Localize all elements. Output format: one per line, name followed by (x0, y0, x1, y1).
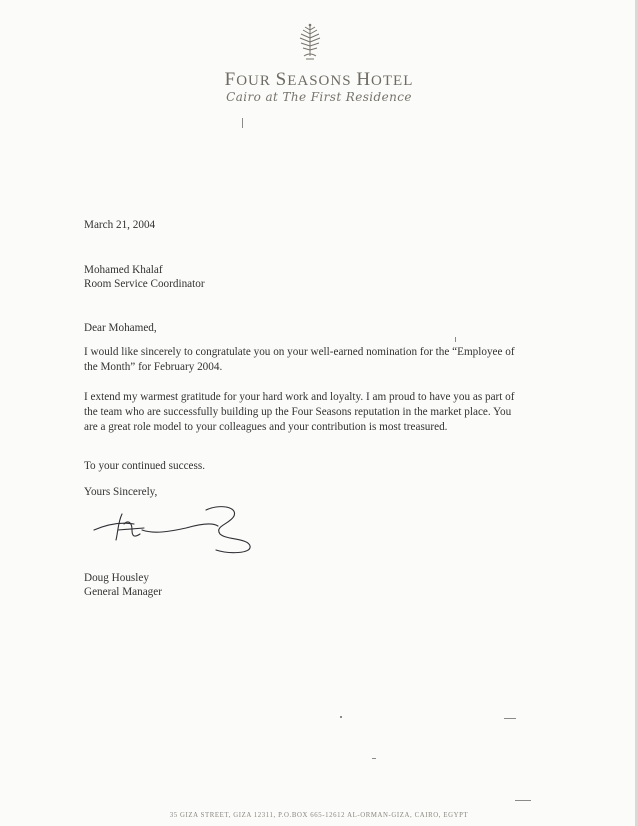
hotel-subtitle: Cairo at The First Residence (226, 90, 412, 104)
scan-speck (372, 758, 376, 759)
four-seasons-tree-logo-icon (296, 22, 324, 62)
scan-speck (504, 718, 516, 719)
recipient-name: Mohamed Khalaf (84, 264, 163, 276)
scan-speck (242, 118, 243, 128)
salutation: Dear Mohamed, (84, 322, 157, 334)
footer-address: 35 GIZA STREET, GIZA 12311, P.O.BOX 665-12612 AL-ORMAN-GIZA, CAIRO, EGYPT (169, 812, 469, 819)
closing: Yours Sincerely, (84, 486, 158, 498)
paragraph-congratulations: I would like sincerely to congratulate you on your well-earned nomination for the “Employee of the Month” for February 2004. (84, 346, 515, 373)
scan-speck (340, 716, 342, 718)
signer-title: General Manager (84, 586, 162, 598)
signer-name: Doug Housley (84, 572, 149, 584)
hotel-name-word: HOTEL (356, 69, 414, 90)
scan-speck (455, 337, 456, 342)
hotel-name-word: SEASONS (275, 69, 357, 90)
hotel-name-word: FOUR (224, 69, 276, 90)
scan-speck (515, 800, 531, 801)
recipient-title: Room Service Coordinator (84, 278, 205, 290)
letter-date: March 21, 2004 (84, 219, 156, 231)
paragraph-gratitude: I extend my warmest gratitude for your hard work and loyalty. I am proud to have you as part of the team who are successfully building up the Four Seasons reputation in the market place. You are a great role model to your colleagues and your contribution is most treasured. (84, 391, 515, 433)
paragraph-success: To your continued success. (84, 460, 206, 472)
hotel-name (0, 69, 638, 91)
handwritten-signature-icon (88, 500, 268, 556)
